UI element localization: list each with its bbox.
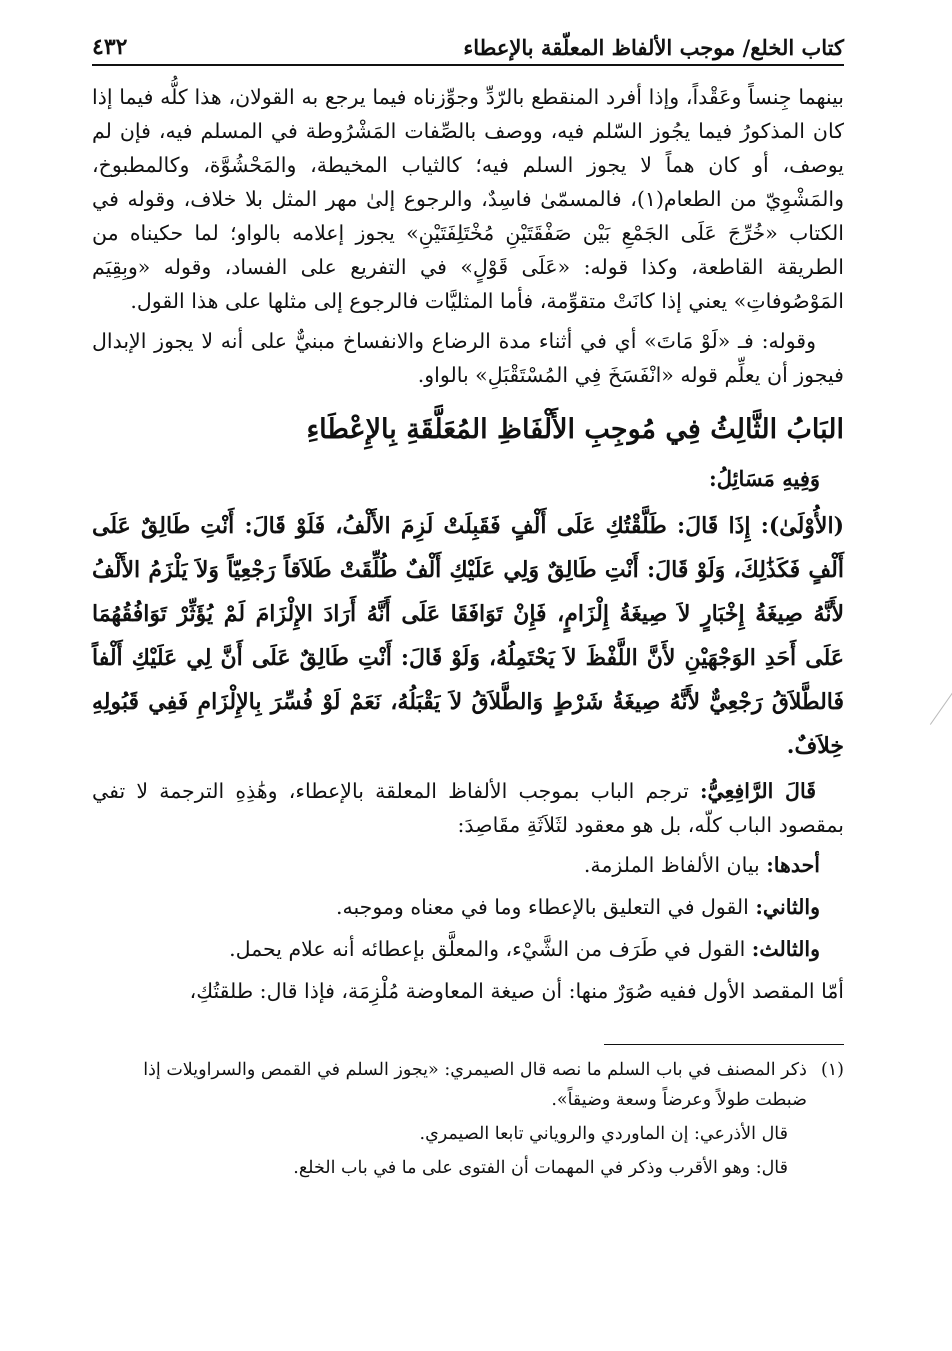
chapter-subheading: وَفِيهِ مَسَائِلُ: <box>709 466 820 491</box>
scan-artifact <box>930 675 952 725</box>
footnote-second: قال الأذرعي: إن الماوردي والروياني تابعا الصيمري. <box>419 1124 788 1144</box>
purpose-item <box>92 932 820 966</box>
footnote-marker: (١) <box>820 1060 844 1080</box>
purpose-lead: والثاني: <box>755 895 820 919</box>
book-page <box>92 26 844 1326</box>
main-text <box>92 80 844 1008</box>
commentary-paragraph <box>92 774 844 842</box>
chapter-title: البَابُ الثَّالِثُ فِي مُوجِبِ الأَلْفَاظِ المُعَلَّقَةِ بِالإِعْطَاءِ <box>306 414 844 445</box>
purpose-lead: والثالث: <box>751 937 820 961</box>
commentary-lead: قَالَ الرَّافِعِيُّ: <box>699 779 816 803</box>
running-title: كتاب الخلع/ موجب الألفاظ المعلّقة بالإعطاء <box>463 35 844 60</box>
footnote-separator <box>604 1044 844 1045</box>
purpose-text: بيان الألفاظ الملزمة. <box>583 853 767 877</box>
purpose-item <box>92 890 820 924</box>
commentary-text: ترجم الباب بموجب الألفاظ المعلقة بالإعطاء، وهَٰذِهِ الترجمة لا تفي بمقصود الباب كلّه، بل هو معقود لثَلاَثَةِ مقَاصِدَ: <box>92 779 844 837</box>
footnote-third: قال: وهو الأقرب وذكر في المهمات أن الفتوى على ما في باب الخلع. <box>293 1158 788 1178</box>
page-number: ٤٣٢ <box>92 34 128 60</box>
purpose-text: القول في التعليق بالإعطاء وما في معناه وموجبه. <box>335 895 756 919</box>
continuation-paragraph: بينهما جِنساً وعَقْداً، وإذا أفرد المنقطع بالرّدِّ وجوِّزناه فيما يرجع به القولان، هذا كلُّه فيما إذا كان المذكورُ فيما يجُوز السّلم فيه، ووصف بالصِّفات المَشْرُوطة في المسلم فيه، فإن لم يوصف، أو كان هماً لا يجوز السلم فيه؛ كالثياب المخيطة، والمَحْشُوَّة، وكالمطبوخ، والمَشْوِيّ من الطعام(١)، فالمسمّىٰ فاسِدٌ، والرجوع إلىٰ مهر المثل بلا خلاف، وقوله في الكتاب «خُرِّجَ عَلَى الجَمْعِ بَيْن صَفْقَتَيْنِ مُخْتَلِفَتَيْنِ» يجوز إعلامه بالواو؛ لما حكيناه من الطريقة القاطعة، وكذا قوله: «عَلَى قَوْلٍ» في التفريع على الفساد، وقوله «وبِقِيَم المَوْصُوفاتِ» يعني إذا كانَتْ متقوِّمة، فأما المثليَّات فالرجوع إلى مثلها على هذا القول. <box>92 85 844 313</box>
footnote-first <box>92 1055 844 1115</box>
footnotes <box>92 1055 844 1183</box>
second-paragraph: وقوله: فـ «لَوْ مَاتَ» أي في أثناء مدة الرضاع والانفساخ مبنيٌّ على أنه لا يجوز الإبدال فيجوز أن يعلِّم قوله «انْفَسَخَ فِي المُسْتَقْبَلِ» بالواو. <box>92 329 844 387</box>
footnote-text: ذكر المصنف في باب السلم ما نصه قال الصيمري: «يجوز السلم في القمص والسراويلات إذا ضبطت طولاً وعرضاً وسعة وضيقاً». <box>143 1060 807 1110</box>
final-line: أمّا المقصد الأول ففيه صُوَرٌ منها: أن صيغة المعاوضة مُلْزِمَة، فإذا قال: طلقتُكِ، <box>189 979 844 1003</box>
purpose-text: القول في طَرَف من الشَّيْء، والمعلَّق بإعطائه أنه علام يحمل. <box>229 937 752 961</box>
purpose-item <box>92 848 820 882</box>
matn-text: (الأُوْلَىٰ): إِذَا قَالَ: طَلَّقْتُكِ عَلَى أَلْفٍ فَقَبِلَتْ لَزِمَ الأَلْفُ، فَلَوْ قَالَ: أَنْتِ طَالِقٌ عَلَى أَلْفٍ فَكَذَٰلِكَ، وَلَوْ قَالَ: أَنْتِ طَالِقٌ وَلِي عَلَيْكِ أَلْفٌ طُلِّقَتْ طَلاَقاً رَجْعِيّاً وَلاَ يَلْزَمُ الأَلْفُ لأَنَّهُ صِيغَةُ إِخْبَارٍ لاَ صِيغَةُ إِلْزَامٍ، فَإِنْ تَوَافَقَا عَلَى أَنَّهُ أَرَادَ الإِلْزَامَ لَمْ يُؤَثِّرْ تَوَافُقُهُمَا عَلَى أَحَدِ الوَجْهَيْنِ لأَنَّ اللَّفْظَ لاَ يَحْتَمِلُهُ، وَلَوْ قَالَ: أَنْتِ طَالِقٌ عَلَى أَنَّ لِي عَلَيْكِ أَلْفاً فَالطَّلاَقُ رَجْعِيٌّ لأَنَّهُ صِيغَةُ شَرْطٍ وَالطَّلاَقُ لاَ يَقْبَلُهُ، نَعَمْ لَوْ فُسِّرَ بِالإِلْزَامِ فَفِي قَبُولِهِ خِلاَفٌ. <box>92 513 845 759</box>
running-header <box>92 26 844 66</box>
purpose-lead: أحدها: <box>766 853 820 877</box>
